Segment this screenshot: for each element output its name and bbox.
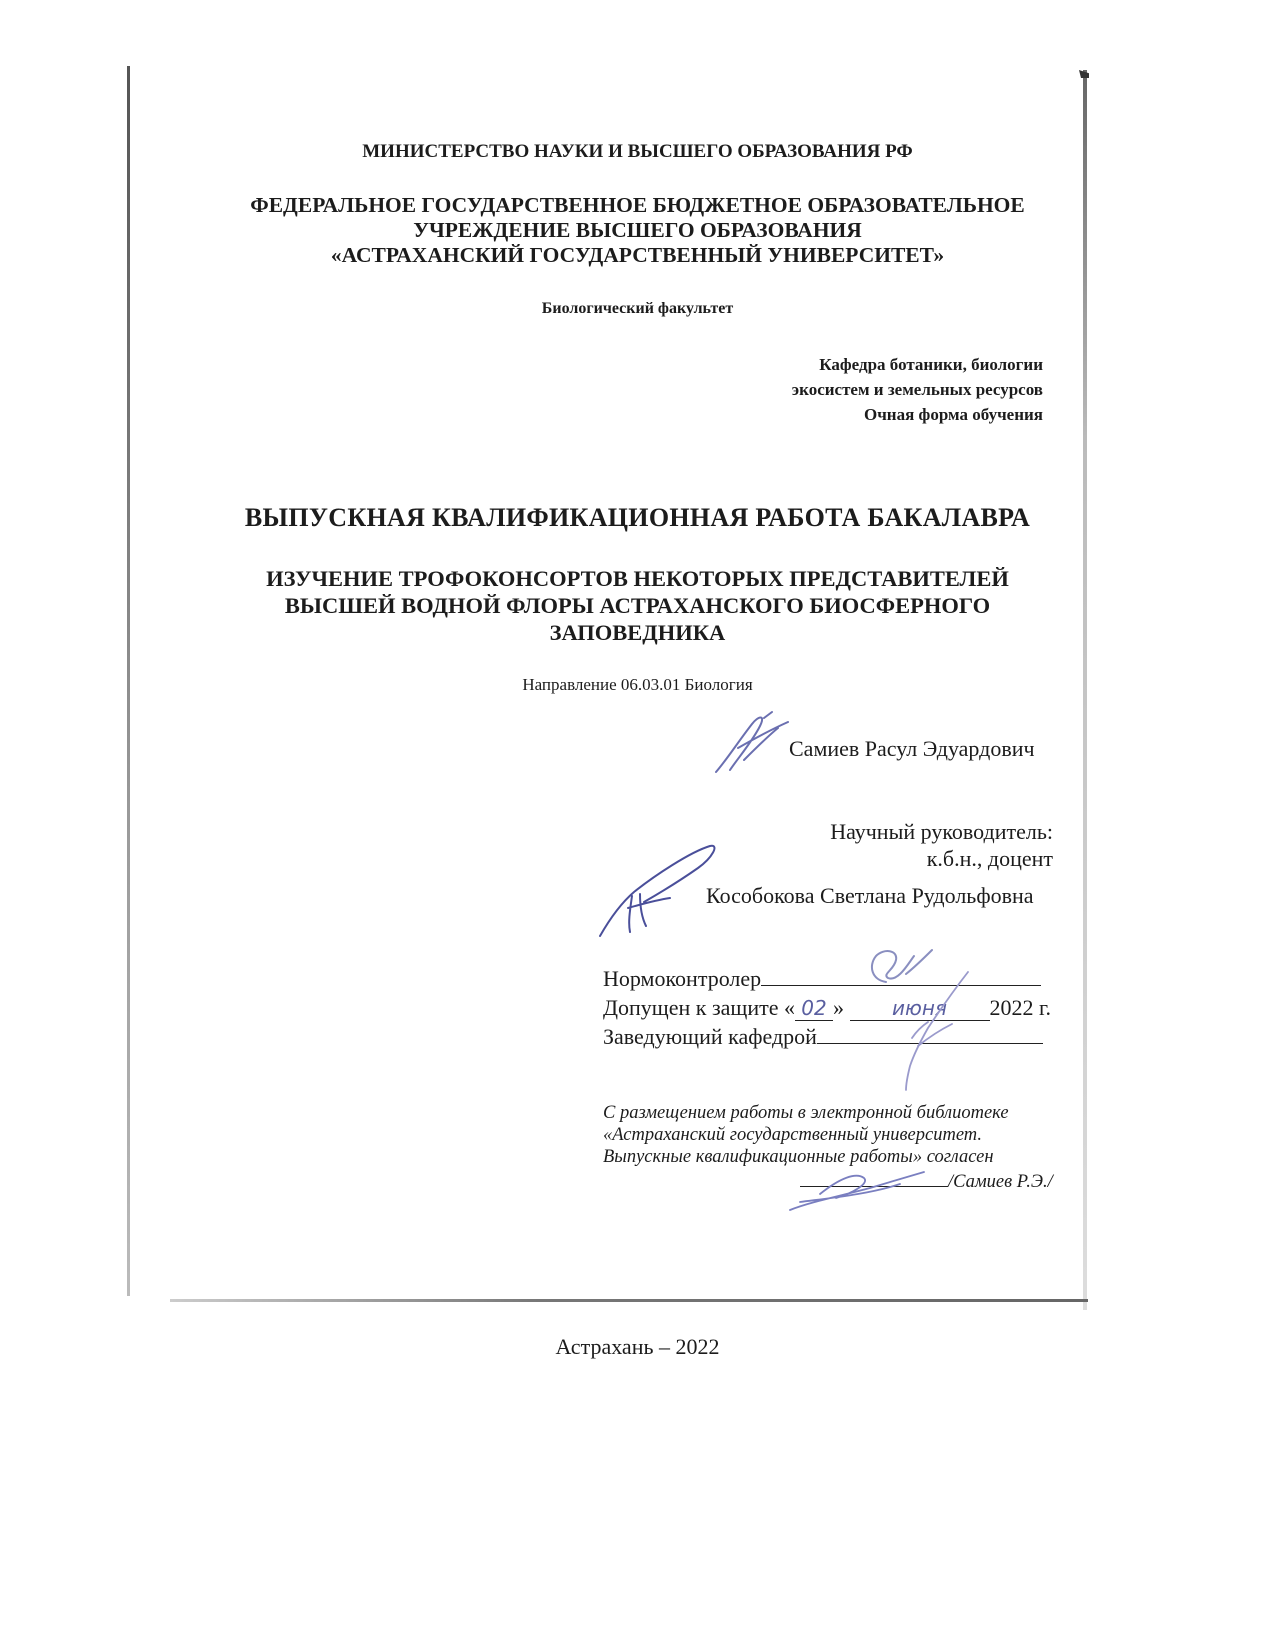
ministry-title: МИНИСТЕРСТВО НАУКИ И ВЫСШЕГО ОБРАЗОВАНИЯ РФ xyxy=(362,141,913,162)
supervisor-degree: к.б.н., доцент xyxy=(926,846,1053,871)
institution-line-1: ФЕДЕРАЛЬНОЕ ГОСУДАРСТВЕННОЕ БЮДЖЕТНОЕ ОБРАЗОВАТЕЛЬНОЕ xyxy=(250,193,1025,217)
department-line-1: Кафедра ботаники, биологии xyxy=(819,355,1043,374)
author-signature xyxy=(708,708,798,778)
topic-line-1: ИЗУЧЕНИЕ ТРОФОКОНСОРТОВ НЕКОТОРЫХ ПРЕДСТАВИТЕЛЕЙ xyxy=(266,566,1009,591)
admission-line xyxy=(603,995,1051,1021)
thesis-topic xyxy=(0,565,1275,646)
study-direction: Направление 06.03.01 Биология xyxy=(522,675,753,694)
topic-line-2: ВЫСШЕЙ ВОДНОЙ ФЛОРЫ АСТРАХАНСКОГО БИОСФЕРНОГО xyxy=(284,593,991,618)
admission-day[interactable]: 02 xyxy=(795,996,833,1021)
consent-line-2: «Астраханский государственный университет. xyxy=(603,1125,982,1145)
institution-line-3: «АСТРАХАНСКИЙ ГОСУДАРСТВЕННЫЙ УНИВЕРСИТЕТ» xyxy=(330,243,945,267)
consent-line-3: Выпускные квалификационные работы» согласен xyxy=(603,1147,994,1167)
admission-month[interactable]: июня xyxy=(850,996,990,1021)
supervisor-signature xyxy=(594,838,724,942)
consent-signature xyxy=(780,1158,930,1218)
faculty-name: Биологический факультет xyxy=(541,300,734,317)
admission-quote-close: » xyxy=(833,995,844,1020)
supervisor-block xyxy=(830,818,1053,872)
supervisor-label: Научный руководитель: xyxy=(830,819,1053,844)
normcontrol-label: Нормоконтролер xyxy=(603,966,762,991)
study-form: Очная форма обучения xyxy=(864,405,1043,424)
institution-name xyxy=(0,193,1275,268)
head-label: Заведующий кафедрой xyxy=(603,1024,817,1049)
department-line-2: экосистем и земельных ресурсов xyxy=(791,380,1043,399)
consent-line-1: С размещением работы в электронной библиотеке xyxy=(603,1103,1009,1123)
author-name: Самиев Расул Эдуардович xyxy=(789,736,1035,761)
consent-signer-name: /Самиев Р.Э./ xyxy=(948,1172,1053,1192)
scan-edge-bottom xyxy=(170,1299,1088,1302)
department-block xyxy=(792,352,1043,427)
institution-line-2: УЧРЕЖДЕНИЕ ВЫСШЕГО ОБРАЗОВАНИЯ xyxy=(413,218,862,242)
work-type-title: ВЫПУСКНАЯ КВАЛИФИКАЦИОННАЯ РАБОТА БАКАЛАВРА xyxy=(244,503,1031,532)
supervisor-name: Кособокова Светлана Рудольфовна xyxy=(706,883,1034,908)
head-signature xyxy=(888,968,978,1098)
city-year: Астрахань – 2022 xyxy=(555,1334,720,1359)
topic-line-3: ЗАПОВЕДНИКА xyxy=(549,620,726,645)
admission-year: 2022 г. xyxy=(989,995,1052,1020)
admission-prefix: Допущен к защите « xyxy=(603,995,795,1020)
